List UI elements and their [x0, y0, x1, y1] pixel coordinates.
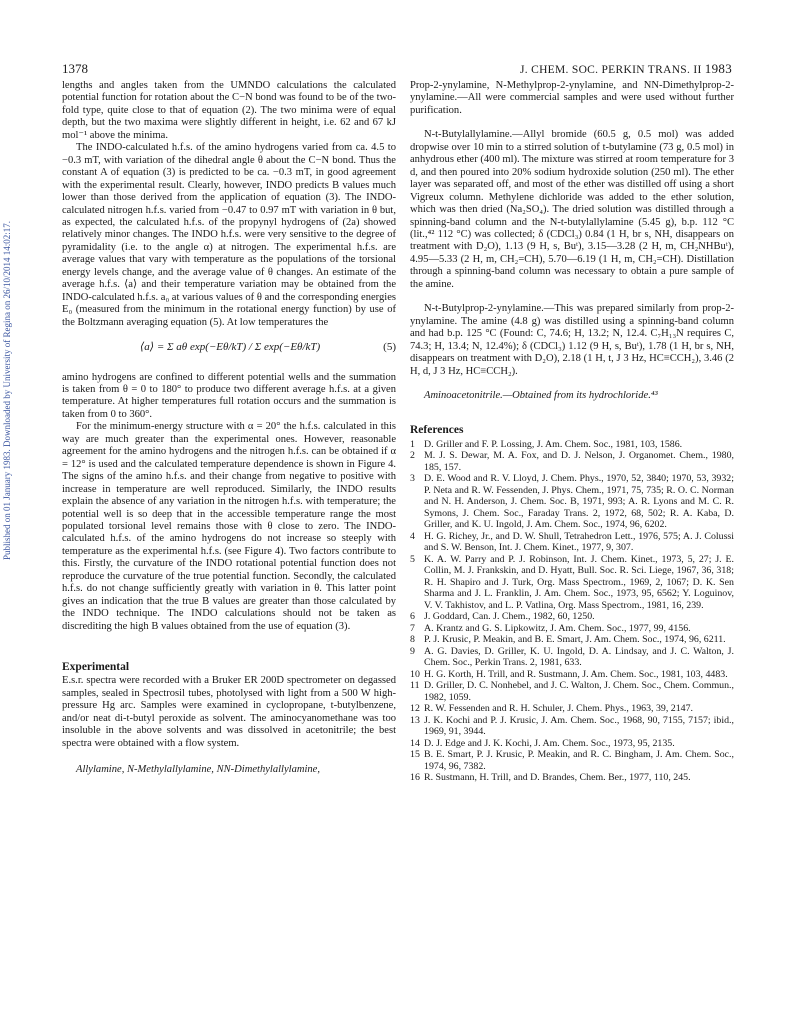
reference-text: R. Sustmann, H. Trill, and D. Brandes, Chem. Ber., 1977, 110, 245.: [424, 772, 691, 784]
prop-ynylamine-text: Prop-2-ynylamine, N-Methylprop-2-ynylamine, and NN-Dimethylprop-2-ynylamine.—All were commercial samples and were used without further purification.: [410, 80, 734, 116]
reference-text: A. G. Davies, D. Griller, K. U. Ingold, D. A. Lindsay, and J. C. Walton, J. Chem. Soc., Perkin Trans. 2, 1981, 633.: [424, 645, 734, 669]
references-heading: References: [410, 424, 464, 437]
experimental-text: E.s.r. spectra were recorded with a Bruker ER 200D spectrometer on degassed samples, sealed in Spectrosil tubes, photolysed with light from a 500 W high-pressure Hg arc. Samples were examined in cyclopropane, t-butylbenzene, and/or neat di-t-butyl peroxide as solvent. The aminocyanomethane was too insoluble in the above solvents and was dissolved in acetonitrile; the best spectra were obtained with a flow system.: [62, 675, 396, 749]
reference-number: 15: [410, 749, 420, 761]
reference-item: [410, 738, 734, 750]
reference-text: J. K. Kochi and P. J. Krusic, J. Am. Chem. Soc., 1968, 90, 7155, 7157; ibid., 1969, 91, 3944.: [424, 714, 734, 738]
paragraph: amino hydrogens are confined to different potential wells and the summation is taken from θ = 0 to 180° to produce two different average h.f.s. at a given temperature. At higher temperatures full rotation occurs and the summation is taken from 0 to 360°.: [62, 371, 396, 420]
reference-item: [410, 634, 734, 646]
butylprop-text: N-t-Butylprop-2-ynylamine.—This was prepared similarly from prop-2-ynylamine. The amine (4.8 g) was distilled using a spinning-band column and had b.p. 125 °C (Found: C, 74.6; H, 13.2; N, 12.4. C₇H₁₃N requires C, 74.3; H, 13.4; N, 12.4%); δ (CDCl₃) 1.12 (9 H, s, Buᵗ), 1.78 (1 H, br s, NH, disappears on treatment with D₂O), 2.18 (1 H, t, J 3 Hz, HC≡CCH₂), 3.46 (2 H, d, J 3 Hz, HC≡CCH₂).: [410, 303, 734, 377]
reference-text: P. J. Krusic, P. Meakin, and B. E. Smart, J. Am. Chem. Soc., 1974, 96, 6211.: [424, 634, 726, 646]
reference-number: 3: [410, 473, 415, 485]
equation-expression: ⟨a⟩ = Σ aθ exp(−Eθ/kT) / Σ exp(−Eθ/kT): [140, 341, 321, 354]
reference-number: 2: [410, 450, 415, 462]
reference-item: [410, 703, 734, 715]
reference-item: [410, 611, 734, 623]
paragraph: The INDO-calculated h.f.s. of the amino hydrogens varied from ca. 4.5 to −0.3 mT, with variation of the dihedral angle θ about the C−N bond. Thus the constant A of equation (3) is predicted to be ca. −0.3 mT, in good agreement with the experimental result. Clearly, however, INDO predicts B values much lower than those derived from the application of equation (3). The INDO-calculated nitrogen h.f.s. varied from −0.47 to 0.97 mT with variation in θ but, as expected, the calculated h.f.s. of the propynyl hydrogens of (2a) showed relatively minor changes. The INDO h.f.s. were very sensitive to the degree of pyramidality (i.e. to the angle α) at nitrogen. The experimental h.f.s. are average values that vary with temperature as the populations of the torsional energy levels change, and the average value of θ changes. An estimate of the average h.f.s. ⟨a⟩ and their temperature variation may be obtained from the INDO-calculated h.f.s. a₀ at various values of θ and the corresponding energies E₀ (measured from the minimum in the rotational energy function) by use of the Boltzmann averaging equation (5). At low temperatures the: [62, 142, 396, 328]
equation-5: [62, 341, 396, 353]
reference-item: [410, 531, 734, 554]
reference-item: [410, 749, 734, 772]
reference-item: [410, 473, 734, 531]
reference-item: [410, 450, 734, 473]
reference-number: 5: [410, 553, 415, 565]
reference-number: 4: [410, 530, 415, 542]
reference-text: K. A. W. Parry and P. J. Robinson, Int. J. Chem. Kinet., 1973, 5, 27; J. E. Collin, M. J. Frankskin, and D. Hyatt, Bull. Soc. R. Sci. Liege, 1967, 36, 318; R. H. Shapiro and J. Turk, Org. Mass Spectrom., 1969, 2, 1067; D. K. Sen Sharma and J. L. Franklin, J. Am. Chem. Soc., 1973, 95, 6562; Y. Loguinov, V. V. Takhistov, and L. P. Vatlina, Org. Mass Spectrom., 1981, 16, 239.: [424, 553, 734, 611]
reference-text: H. G. Richey, Jr., and D. W. Shull, Tetrahedron Lett., 1976, 575; A. J. Colussi and S. W. Benson, Int. J. Chem. Kinet., 1977, 9, 307.: [424, 530, 734, 554]
reference-item: [410, 439, 734, 451]
reference-text: H. G. Korth, H. Trill, and R. Sustmann, J. Am. Chem. Soc., 1981, 103, 4483.: [424, 668, 728, 680]
reference-text: B. E. Smart, P. J. Krusic, P. Meakin, and R. C. Bingham, J. Am. Chem. Soc., 1974, 96, 7382.: [424, 749, 734, 772]
reference-text: M. J. S. Dewar, M. A. Fox, and D. J. Nelson, J. Organomet. Chem., 1980, 185, 157.: [424, 450, 734, 473]
reference-item: [410, 554, 734, 612]
reference-text: A. Krantz and G. S. Lipkowitz, J. Am. Chem. Soc., 1977, 99, 4156.: [424, 622, 691, 634]
reference-number: 1: [410, 438, 415, 450]
reference-number: 11: [410, 680, 420, 692]
butylallylamine-text: N-t-Butylallylamine.—Allyl bromide (60.5 g, 0.5 mol) was added dropwise over 10 min to a stirred solution of t-butylamine (73 g, 0.5 mol) in anhydrous ether (400 ml). The mixture was stirred at room temperature for 3 d, and then poured into 20% sodium hydroxide solution (250 ml). The ether layer was separated off, and most of the ether was distilled off using a short Vigreux column. Methylene dichloride was added to the ether solution, which was then dried (Na₂SO₄). The dried solution was distilled through a spinning-band column and the N-t-butylallylamine (5.45 g), b.p. 112 °C (lit.,⁴² 112 °C) was collected; δ (CDCl₃) 0.84 (1 H, br s, NH, disappears on treatment with D₂O), 1.13 (9 H, s, Buᵗ), 3.15—3.28 (2 H, m, CH₂NHBuᵗ), 4.95—5.33 (2 H, m, CH₂=CH), 5.70—6.19 (1 H, m, CH₂=CH). Distillation through a spinning-band column was necessary to obtain a pure sample of the amine.: [410, 129, 734, 290]
reference-number: 13: [410, 714, 420, 726]
reference-text: D. Griller and F. P. Lossing, J. Am. Chem. Soc., 1981, 103, 1586.: [424, 438, 683, 450]
reference-item: [410, 680, 734, 703]
page-number: 1378: [62, 61, 88, 76]
reference-item: [410, 646, 734, 669]
reference-item: [410, 623, 734, 635]
references-list: [410, 439, 734, 784]
reference-number: 9: [410, 645, 415, 657]
download-watermark-text: Published on 01 January 1983. Downloaded by University of Regina on 26/10/2014 14:02:17.: [2, 221, 12, 560]
paragraph: lengths and angles taken from the UMNDO calculations the calculated potential function for rotation about the C−N bond was found to be of the two-fold type, quite close to that of equation (2). The two minima were of equal depth, but the two maxima were slightly different in height, i.e. 62 and 67 kJ mol⁻¹ above the minima.: [62, 80, 396, 141]
reference-number: 10: [410, 668, 420, 680]
reference-text: R. W. Fessenden and R. H. Schuler, J. Chem. Phys., 1963, 39, 2147.: [424, 703, 693, 715]
left-column: [62, 80, 396, 777]
aminoacetonitrile-text: Aminoacetonitrile.—Obtained from its hydrochloride.⁴³: [424, 389, 658, 401]
reference-text: J. Goddard, Can. J. Chem., 1982, 60, 1250.: [424, 611, 595, 623]
reference-item: [410, 772, 734, 784]
right-column: [410, 80, 734, 784]
reference-item: [410, 669, 734, 681]
journal-header: [520, 61, 732, 77]
journal-name: J. CHEM. SOC. PERKIN TRANS. II: [519, 64, 702, 76]
equation-number: (5): [383, 341, 396, 354]
reference-number: 7: [410, 622, 415, 634]
reference-text: D. J. Edge and J. K. Kochi, J. Am. Chem. Soc., 1973, 95, 2135.: [424, 737, 675, 749]
reference-number: 6: [410, 611, 415, 623]
journal-year: 1983: [704, 61, 732, 76]
reference-text: D. E. Wood and R. V. Lloyd, J. Chem. Phys., 1970, 52, 3840; 1970, 53, 3932; P. Neta and R. W. Fessenden, J. Phys. Chem., 1971, 75, 735; R. O. C. Norman and N. H. Anderson, J. Chem. Soc. B, 1971, 993; A. R. Lyons and M. C. R. Symons, J. Chem. Soc., Faraday Trans. 2, 1972, 68, 502; R. A. Kaba, D. Griller, and K. U. Ingold, J. Am. Chem. Soc., 1974, 96, 6202.: [424, 473, 734, 531]
reference-item: [410, 715, 734, 738]
reference-number: 14: [410, 737, 420, 749]
experimental-heading: Experimental: [62, 661, 130, 674]
reference-number: 8: [410, 634, 415, 646]
reference-number: 12: [410, 703, 420, 715]
reference-number: 16: [410, 772, 420, 784]
allylamine-heading: Allylamine, N-Methylallylamine, NN-Dimethylallylamine,: [76, 764, 320, 776]
download-watermark: [2, 221, 22, 560]
paragraph: For the minimum-energy structure with α = 20° the h.f.s. calculated in this way are much greater than the experimental ones. However, reasonable agreement for the amino hydrogens and the nitrogen h.f.s. can be obtained if α = 12° is used and the calculated temperature dependence is shown in Figure 4. The signs of the amino h.f.s. and their change from negative to positive with increase in temperature are well reproduced. Similarly, the INDO results explain the absence of any variation in the nitrogen h.f.s. with temperature; the potential well is so deep that in the accessible temperature range the most populated torsional level remains those with θ close to zero. The INDO-calculated h.f.s. of the amino hydrogens do not increase so steeply with temperature as the experimental h.f.s. (see Figure 4). Two factors contribute to this. Firstly, the curvature of the INDO rotational potential function does not reproduce the curvature of the true potential function. Secondly, the calculated h.f.s. do not change sufficiently greatly with variation in θ. This latter point gives an indication that the true B values are greater than those calculated by the INDO technique. The INDO calculations should not be taken as discrediting the high B values obtained from the use of equation (3).: [62, 421, 396, 632]
reference-text: D. Griller, D. C. Nonhebel, and J. C. Walton, J. Chem. Soc., Chem. Commun., 1982, 1059.: [424, 680, 734, 703]
